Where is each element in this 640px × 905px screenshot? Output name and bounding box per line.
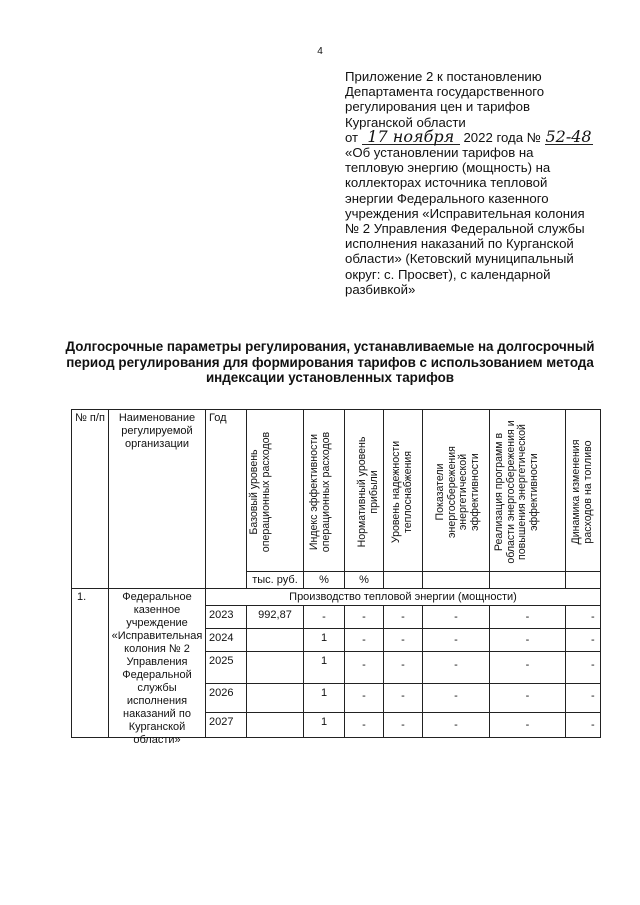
- index-value: -: [322, 611, 326, 623]
- reliability-value: -: [401, 690, 405, 702]
- header-profit-label: Нормативный уровень прибыли: [356, 436, 380, 548]
- subject-line: учреждения «Исправительная колония: [345, 205, 585, 221]
- header-base-label: Базовый уровень операционных расходов: [248, 431, 272, 553]
- year-cell: 2025: [209, 655, 234, 667]
- table-line: [71, 409, 72, 738]
- title-line: индексации установленных тарифов: [205, 370, 455, 386]
- year-cell: 2023: [209, 609, 234, 621]
- unit-profit: %: [359, 574, 369, 586]
- appendix-line: Департамента государственного: [345, 84, 545, 100]
- row-number: 1.: [77, 591, 87, 603]
- table-line: [344, 409, 345, 588]
- reliability-value: -: [401, 659, 405, 671]
- reliability-value: -: [401, 634, 405, 646]
- table-line: [205, 628, 601, 629]
- table-line: [205, 651, 601, 652]
- table-line: [565, 605, 566, 738]
- header-index-label: Индекс эффективности операционных расходов: [308, 431, 332, 553]
- year-cell: 2024: [209, 632, 234, 644]
- year-cell: 2026: [209, 687, 234, 699]
- index-value: 1: [320, 632, 328, 644]
- table-line: [489, 409, 490, 588]
- energy-value: -: [454, 659, 458, 671]
- energy-value: -: [454, 634, 458, 646]
- energy-value: -: [454, 611, 458, 623]
- unit-base: тыс. руб.: [252, 574, 298, 586]
- profit-value: -: [362, 690, 366, 702]
- header-reliability-label: Уровень надежности теплоснабжения: [390, 440, 414, 544]
- profit-value: -: [362, 611, 366, 623]
- title-line: Долгосрочные параметры регулирования, устанавливаемые на долгосрочный: [65, 339, 595, 354]
- programs-value: -: [525, 659, 530, 671]
- table-line: [383, 409, 384, 588]
- document-title: [40, 339, 620, 386]
- table-line: [565, 409, 566, 588]
- subject-line: тепловую энергию (мощность) на: [345, 160, 551, 176]
- table-line: [246, 605, 247, 738]
- unit-index: %: [319, 574, 329, 586]
- fuel-value: -: [591, 690, 595, 702]
- reliability-value: -: [401, 719, 405, 731]
- subject-line: коллекторах источника тепловой: [345, 175, 548, 191]
- index-value: 1: [320, 655, 328, 667]
- header-fuel-label: Динамика изменения расходов на топливо: [570, 439, 594, 545]
- year-cell: 2027: [209, 716, 234, 728]
- subject-line: № 2 Управления Федеральной службы: [345, 221, 585, 237]
- handwritten-number: 52-48: [545, 126, 592, 146]
- energy-value: -: [454, 690, 458, 702]
- table-line: [205, 683, 601, 684]
- parameters-table: [71, 409, 601, 746]
- org-name: Федеральное казенное учреждение «Исправительная колония № 2 Управления Федеральной службы исполнения наказаний по Курганской области»: [111, 591, 203, 746]
- title-line: период регулирования для формирования тарифов с использованием метода: [66, 354, 594, 370]
- programs-value: -: [525, 634, 530, 646]
- header-energy-label: Показатели энергосбережения энергетической эффективности: [434, 446, 481, 538]
- date-prefix: от: [345, 129, 359, 145]
- table-line: [600, 409, 601, 738]
- table-line: [205, 409, 206, 738]
- energy-value: -: [454, 719, 458, 731]
- table-line: [71, 409, 601, 410]
- index-value: 1: [320, 716, 328, 728]
- appendix-date-line: [345, 126, 625, 146]
- appendix-line: Курганской области: [345, 114, 466, 130]
- header-programs-label: Реализация программ в области энергосбережения и повышения энергетической эффективности: [493, 420, 540, 564]
- subject-line: энергии Федерального казенного: [345, 190, 549, 206]
- table-line: [246, 409, 247, 588]
- header-org: Наименование регулируемой организации: [118, 412, 196, 450]
- profit-value: -: [362, 634, 366, 646]
- programs-value: -: [525, 719, 530, 731]
- fuel-value: -: [591, 659, 595, 671]
- page-number: 4: [317, 46, 323, 57]
- table-line: [71, 588, 601, 589]
- appendix-line: Приложение 2 к постановлению: [345, 69, 542, 84]
- subject-line: области» (Кетовский муниципальный: [345, 251, 574, 267]
- reliability-value: -: [401, 611, 405, 623]
- fuel-value: -: [591, 634, 595, 646]
- profit-value: -: [362, 659, 366, 671]
- base-value: 992,87: [258, 609, 292, 621]
- table-line: [205, 605, 601, 606]
- subject-line: округ: с. Просвет), с календарной: [345, 266, 551, 282]
- appendix-block: [345, 69, 625, 297]
- subject-line: разбивкой»: [345, 281, 416, 297]
- appendix-line: регулирования цен и тарифов: [345, 99, 530, 115]
- profit-value: -: [362, 719, 366, 731]
- header-num: № п/п: [75, 412, 105, 424]
- table-line: [303, 409, 304, 588]
- programs-value: -: [525, 611, 530, 623]
- table-line: [205, 712, 601, 713]
- table-line: [246, 571, 601, 572]
- table-line: [422, 409, 423, 588]
- table-line: [108, 409, 109, 738]
- handwritten-date: 17 ноября: [362, 130, 460, 145]
- index-value: 1: [320, 687, 328, 699]
- fuel-value: -: [591, 611, 595, 623]
- subject-line: «Об установлении тарифов на: [345, 145, 534, 161]
- section-title: Производство тепловой энергии (мощности): [289, 591, 517, 603]
- fuel-value: -: [591, 719, 595, 731]
- programs-value: -: [525, 690, 530, 702]
- subject-line: исполнения наказаний по Курганской: [345, 236, 574, 252]
- header-year: Год: [209, 412, 227, 424]
- year-text: 2022 года №: [463, 129, 541, 145]
